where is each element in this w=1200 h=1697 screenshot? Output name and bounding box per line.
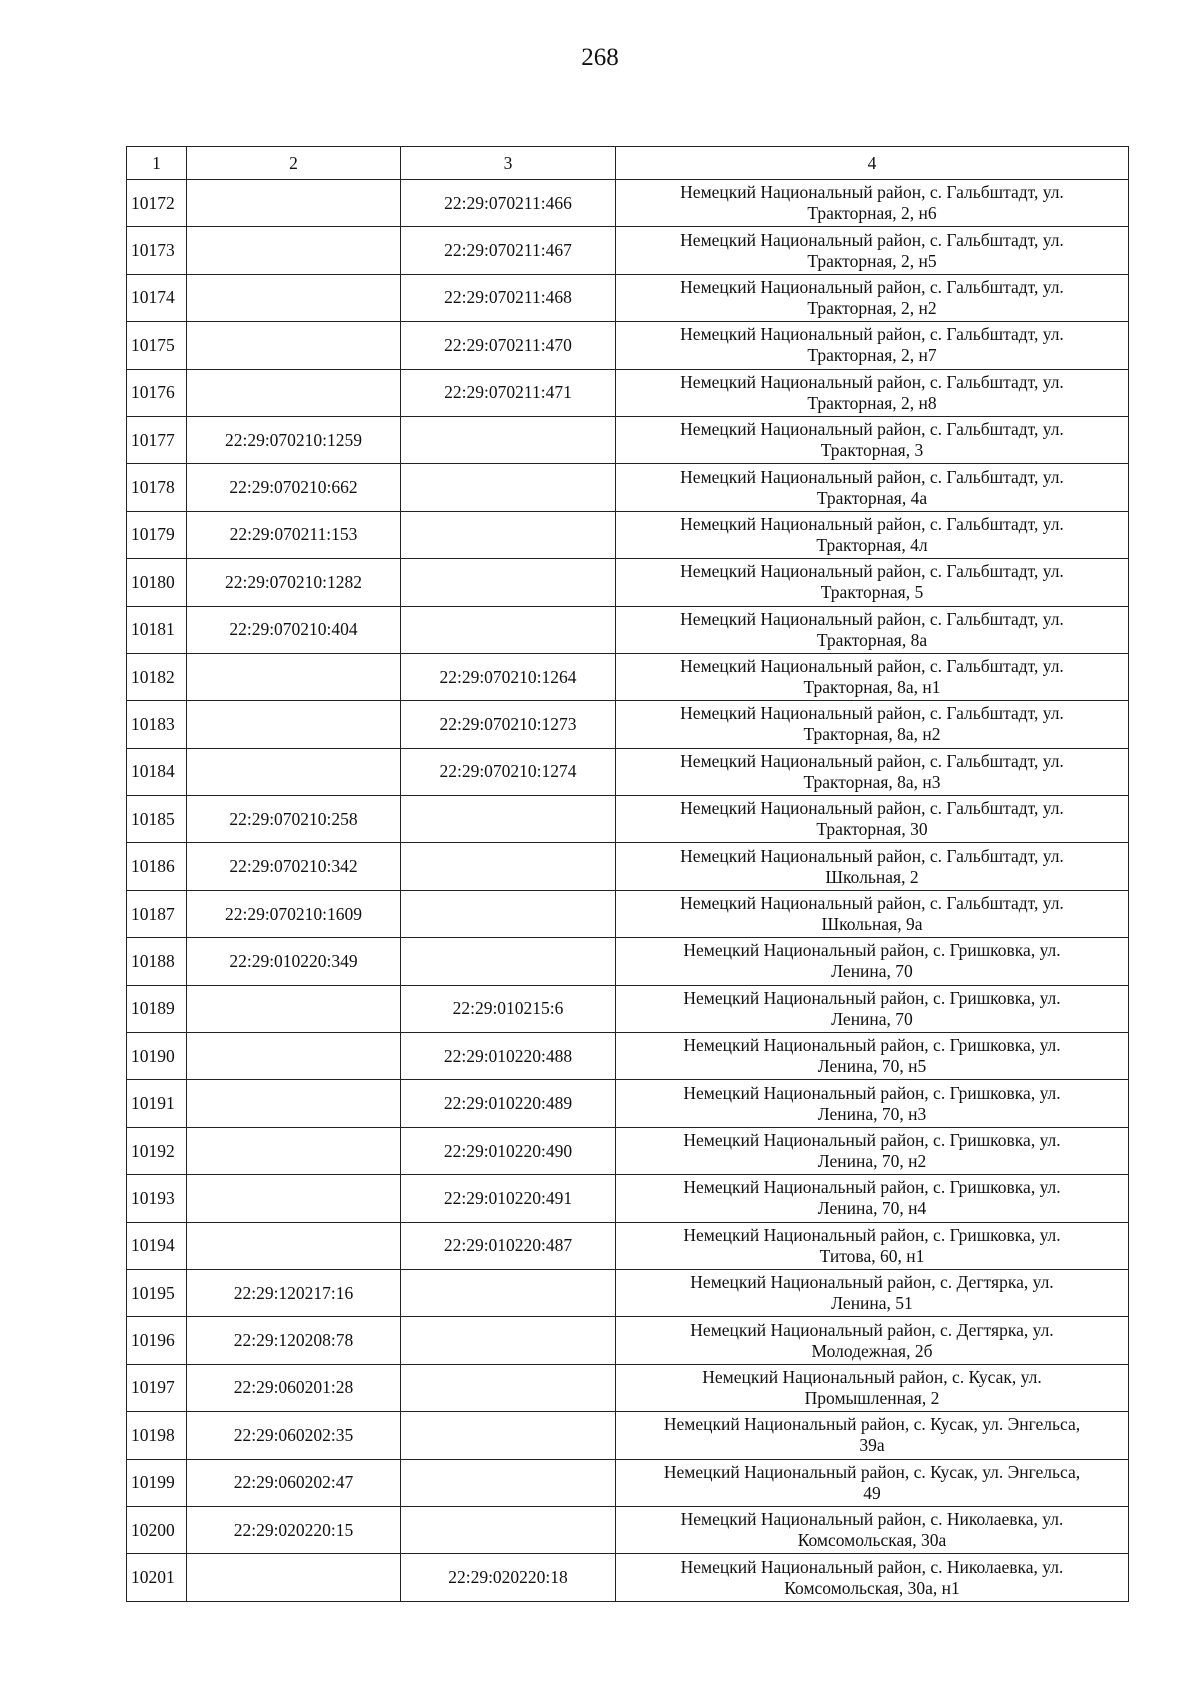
cadastral-number-col3-cell: 22:29:070211:467 [401,227,616,274]
cadastral-number-col3-cell: 22:29:070211:471 [401,369,616,416]
cadastral-number-col2-cell [187,1222,401,1269]
address-line-1: Немецкий Национальный район, с. Николаевка, ул. [680,1509,1064,1530]
row-number-cell: 10179 [127,511,187,558]
cadastral-number-col3-cell [401,416,616,463]
address-cell [616,796,1129,843]
address-cell [616,180,1129,227]
address-line-2: Ленина, 70, н2 [817,1151,927,1171]
address-line-1: Немецкий Национальный район, с. Гришковка, ул. [683,987,1061,1008]
address-line-1: Немецкий Национальный район, с. Гришковка, ул. [683,1224,1061,1245]
address-cell [616,890,1129,937]
address-cell [616,1127,1129,1174]
registry-table [126,146,1129,1602]
row-number-cell: 10193 [127,1175,187,1222]
cadastral-number-col2-cell [187,1033,401,1080]
table-row [127,1222,1129,1269]
table-row [127,1080,1129,1127]
table-row [127,938,1129,985]
table-row [127,369,1129,416]
cadastral-number-col2-cell: 22:29:070210:1259 [187,416,401,463]
address-cell [616,1506,1129,1553]
row-number-cell: 10181 [127,606,187,653]
address-cell [616,416,1129,463]
row-number-cell: 10195 [127,1269,187,1316]
table-row [127,180,1129,227]
row-number-cell: 10185 [127,796,187,843]
cadastral-number-col3-cell: 22:29:070211:468 [401,274,616,321]
address-cell [616,1080,1129,1127]
address-cell [616,1269,1129,1316]
address-line-2: Ленина, 70 [831,1008,913,1029]
cadastral-number-col3-cell: 22:29:020220:18 [401,1554,616,1601]
address-line-2: Титова, 60, н1 [819,1245,925,1266]
address-line-2: Тракторная, 8а, н3 [803,771,941,792]
cadastral-number-col3-cell [401,1506,616,1553]
row-number-cell: 10184 [127,748,187,795]
address-line-2: Тракторная, 2, н5 [807,250,937,271]
row-number-cell: 10182 [127,653,187,700]
address-cell [616,843,1129,890]
address-line-1: Немецкий Национальный район, с. Кусак, ул. [702,1366,1042,1387]
address-line-2: Тракторная, 4а [816,487,928,508]
address-cell [616,1412,1129,1459]
address-cell [616,559,1129,606]
address-line-1: Немецкий Национальный район, с. Николаевка, ул. [680,1556,1064,1577]
row-number-cell: 10191 [127,1080,187,1127]
address-line-1: Немецкий Национальный район, с. Гальбштадт, ул. [680,798,1064,819]
address-line-1: Немецкий Национальный район, с. Дегтярка, ул. [690,1272,1054,1293]
cadastral-number-col2-cell: 22:29:070210:404 [187,606,401,653]
table-row [127,511,1129,558]
address-cell [616,274,1129,321]
table-header-row [127,147,1129,180]
row-number-cell: 10190 [127,1033,187,1080]
address-cell [616,322,1129,369]
address-cell [616,653,1129,700]
address-line-1: Немецкий Национальный район, с. Гальбштадт, ул. [680,750,1064,771]
cadastral-number-col2-cell [187,653,401,700]
page-number: 268 [581,44,619,71]
cadastral-number-col3-cell: 22:29:070211:466 [401,180,616,227]
table-row [127,416,1129,463]
table-row [127,653,1129,700]
address-line-2: Тракторная, 2, н2 [807,297,937,318]
address-line-1: Немецкий Национальный район, с. Гальбштадт, ул. [680,371,1064,392]
address-line-2: Тракторная, 2, н6 [807,203,937,224]
address-cell [616,1222,1129,1269]
address-cell [616,985,1129,1032]
cadastral-number-col2-cell [187,180,401,227]
table-row [127,559,1129,606]
cadastral-number-col3-cell [401,464,616,511]
table-row [127,1317,1129,1364]
address-cell [616,748,1129,795]
cadastral-number-col3-cell: 22:29:070210:1274 [401,748,616,795]
table-row [127,227,1129,274]
address-line-2: Комсомольская, 30а [797,1530,947,1551]
cadastral-number-col3-cell: 22:29:010220:487 [401,1222,616,1269]
table-row [127,890,1129,937]
cadastral-number-col3-cell [401,796,616,843]
row-number-cell: 10192 [127,1127,187,1174]
address-line-2: Ленина, 70 [831,961,913,982]
address-line-2: Тракторная, 8а, н1 [803,677,941,698]
cadastral-number-col3-cell [401,606,616,653]
address-cell [616,1554,1129,1601]
address-line-2: 39а [859,1435,885,1456]
cadastral-number-col3-cell: 22:29:010215:6 [401,985,616,1032]
table-row [127,1364,1129,1411]
address-line-2: Комсомольская, 30а, н1 [784,1577,960,1598]
cadastral-number-col3-cell: 22:29:010220:491 [401,1175,616,1222]
address-line-2: Молодежная, 2б [811,1340,933,1361]
cadastral-number-col3-cell [401,938,616,985]
address-line-1: Немецкий Национальный район, с. Гришковка, ул. [683,1177,1061,1198]
address-line-2: 49 [863,1482,881,1503]
address-line-2: Тракторная, 5 [820,582,924,603]
cadastral-number-col2-cell: 22:29:070210:258 [187,796,401,843]
address-line-1: Немецкий Национальный район, с. Гальбштадт, ул. [680,229,1064,250]
row-number-cell: 10200 [127,1506,187,1553]
address-line-1: Немецкий Национальный район, с. Гальбштадт, ул. [680,324,1064,345]
address-line-1: Немецкий Национальный район, с. Гальбштадт, ул. [680,608,1064,629]
address-line-1: Немецкий Национальный район, с. Гальбштадт, ул. [680,703,1064,724]
address-cell [616,701,1129,748]
row-number-cell: 10180 [127,559,187,606]
cadastral-number-col2-cell: 22:29:070210:1609 [187,890,401,937]
address-cell [616,1175,1129,1222]
address-line-1: Немецкий Национальный район, с. Гальбштадт, ул. [680,182,1064,203]
table-row [127,701,1129,748]
cadastral-number-col3-cell: 22:29:010220:489 [401,1080,616,1127]
cadastral-number-col2-cell: 22:29:010220:349 [187,938,401,985]
cadastral-number-col2-cell: 22:29:070210:1282 [187,559,401,606]
cadastral-number-col2-cell: 22:29:070210:662 [187,464,401,511]
cadastral-number-col3-cell: 22:29:070211:470 [401,322,616,369]
cadastral-number-col3-cell [401,1459,616,1506]
address-line-2: Тракторная, 4л [816,534,928,555]
table-row [127,464,1129,511]
address-line-1: Немецкий Национальный район, с. Гальбштадт, ул. [680,656,1064,677]
header-col-2: 2 [187,147,401,180]
address-line-2: Тракторная, 8а, н2 [803,724,941,745]
cadastral-number-col2-cell [187,1080,401,1127]
row-number-cell: 10189 [127,985,187,1032]
cadastral-number-col3-cell: 22:29:070210:1264 [401,653,616,700]
address-line-2: Промышленная, 2 [804,1387,940,1408]
address-cell [616,1317,1129,1364]
table-row [127,1459,1129,1506]
cadastral-number-col2-cell [187,748,401,795]
address-line-1: Немецкий Национальный район, с. Гришковка, ул. [683,940,1061,961]
cadastral-number-col3-cell [401,559,616,606]
address-cell [616,511,1129,558]
table-row [127,796,1129,843]
header-col-4: 4 [616,147,1129,180]
address-cell [616,227,1129,274]
row-number-cell: 10187 [127,890,187,937]
table-row [127,274,1129,321]
table-row [127,843,1129,890]
cadastral-number-col2-cell [187,1175,401,1222]
header-col-3: 3 [401,147,616,180]
row-number-cell: 10199 [127,1459,187,1506]
row-number-cell: 10198 [127,1412,187,1459]
cadastral-number-col2-cell: 22:29:120208:78 [187,1317,401,1364]
address-line-2: Школьная, 9а [821,914,923,935]
table-row [127,1506,1129,1553]
cadastral-number-col3-cell [401,890,616,937]
address-line-2: Тракторная, 30 [816,819,928,840]
address-line-1: Немецкий Национальный район, с. Кусак, ул. Энгельса, [663,1461,1081,1482]
table-row [127,1175,1129,1222]
table-row [127,1269,1129,1316]
table-row [127,322,1129,369]
table-row [127,1554,1129,1601]
address-cell [616,369,1129,416]
address-line-2: Тракторная, 2, н8 [807,392,937,413]
address-cell [616,938,1129,985]
table-row [127,748,1129,795]
cadastral-number-col2-cell: 22:29:060201:28 [187,1364,401,1411]
address-line-1: Немецкий Национальный район, с. Дегтярка, ул. [690,1319,1054,1340]
address-line-1: Немецкий Национальный район, с. Гальбштадт, ул. [680,845,1064,866]
cadastral-number-col2-cell: 22:29:060202:35 [187,1412,401,1459]
row-number-cell: 10173 [127,227,187,274]
row-number-cell: 10201 [127,1554,187,1601]
address-line-1: Немецкий Национальный район, с. Гальбштадт, ул. [680,513,1064,534]
address-line-2: Тракторная, 3 [820,440,924,461]
cadastral-number-col2-cell [187,701,401,748]
row-number-cell: 10183 [127,701,187,748]
cadastral-number-col3-cell [401,1412,616,1459]
address-line-2: Школьная, 2 [825,866,919,887]
address-line-1: Немецкий Национальный район, с. Кусак, ул. Энгельса, [663,1414,1081,1435]
row-number-cell: 10197 [127,1364,187,1411]
address-line-2: Ленина, 51 [831,1293,913,1314]
cadastral-number-col2-cell [187,369,401,416]
address-line-1: Немецкий Национальный район, с. Гришковка, ул. [683,1130,1061,1150]
cadastral-number-col2-cell [187,985,401,1032]
row-number-cell: 10196 [127,1317,187,1364]
cadastral-number-col3-cell: 22:29:010220:488 [401,1033,616,1080]
address-line-2: Тракторная, 8а [816,629,928,650]
row-number-cell: 10175 [127,322,187,369]
row-number-cell: 10194 [127,1222,187,1269]
cadastral-number-col2-cell: 22:29:120217:16 [187,1269,401,1316]
address-line-1: Немецкий Национальный район, с. Гальбштадт, ул. [680,419,1064,440]
cadastral-number-col3-cell: 22:29:070210:1273 [401,701,616,748]
cadastral-number-col3-cell [401,1364,616,1411]
address-cell [616,1459,1129,1506]
table-row [127,1412,1129,1459]
header-col-1: 1 [127,147,187,180]
cadastral-number-col3-cell [401,1317,616,1364]
address-line-1: Немецкий Национальный район, с. Гришковка, ул. [683,1035,1061,1056]
cadastral-number-col2-cell: 22:29:070211:153 [187,511,401,558]
row-number-cell: 10177 [127,416,187,463]
address-line-1: Немецкий Национальный район, с. Гальбштадт, ул. [680,893,1064,914]
table-row [127,606,1129,653]
cadastral-number-col3-cell [401,511,616,558]
row-number-cell: 10178 [127,464,187,511]
cadastral-number-col3-cell [401,843,616,890]
cadastral-number-col2-cell [187,1554,401,1601]
address-line-1: Немецкий Национальный район, с. Гальбштадт, ул. [680,561,1064,582]
address-cell [616,464,1129,511]
address-line-1: Немецкий Национальный район, с. Гальбштадт, ул. [680,276,1064,297]
address-cell [616,1033,1129,1080]
address-line-2: Ленина, 70, н3 [817,1103,927,1124]
cadastral-number-col2-cell: 22:29:060202:47 [187,1459,401,1506]
cadastral-number-col2-cell [187,1127,401,1174]
address-line-2: Ленина, 70, н4 [817,1198,927,1219]
address-line-1: Немецкий Национальный район, с. Гальбштадт, ул. [680,466,1064,487]
row-number-cell: 10174 [127,274,187,321]
cadastral-number-col3-cell: 22:29:010220:490 [401,1127,616,1174]
address-line-2: Ленина, 70, н5 [817,1056,927,1077]
address-cell [616,1364,1129,1411]
row-number-cell: 10172 [127,180,187,227]
cadastral-number-col2-cell [187,227,401,274]
cadastral-number-col2-cell [187,322,401,369]
cadastral-number-col2-cell: 22:29:020220:15 [187,1506,401,1553]
row-number-cell: 10186 [127,843,187,890]
row-number-cell: 10188 [127,938,187,985]
row-number-cell: 10176 [127,369,187,416]
cadastral-number-col2-cell: 22:29:070210:342 [187,843,401,890]
table-row [127,1127,1129,1174]
address-cell [616,606,1129,653]
cadastral-number-col2-cell [187,274,401,321]
address-line-2: Тракторная, 2, н7 [807,345,937,366]
table-row [127,1033,1129,1080]
address-line-1: Немецкий Национальный район, с. Гришковка, ул. [683,1082,1061,1103]
table-row [127,985,1129,1032]
cadastral-number-col3-cell [401,1269,616,1316]
